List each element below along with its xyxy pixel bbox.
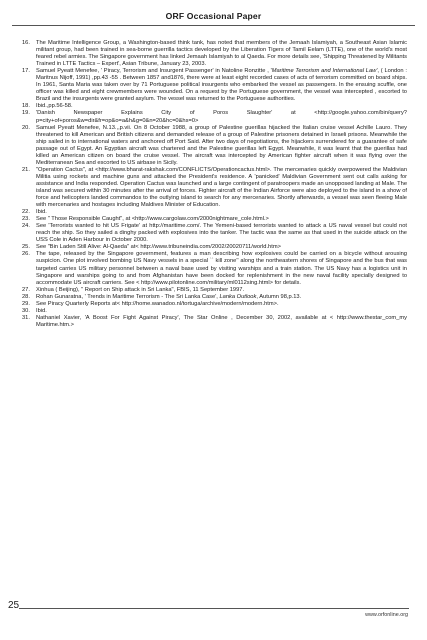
endnote-text — [36, 301, 407, 308]
endnote-text-segment: Nathaniel Xavier, 'A Boost For Fight Against Piracy', The Star Online , December 30, 2002, available at < http://www.thestar_com_my Maritime.htm.> — [36, 314, 407, 328]
endnote-number: 29. — [22, 300, 30, 307]
endnote-item — [22, 209, 407, 216]
endnote-text — [36, 103, 407, 110]
endnote-number: 31. — [22, 314, 30, 321]
endnote-item — [22, 301, 407, 308]
endnote-item — [22, 110, 407, 124]
endnote-text-segment: Xinhua ( Beijing), " Report on Ship attack in Sri Lanka", FBIS, 11 September 1997. — [36, 286, 245, 293]
endnote-text-segment: Ibid. — [36, 307, 47, 314]
endnote-number: 26. — [22, 251, 30, 258]
footer-website: www.orfonline.org — [365, 612, 408, 618]
endnote-text — [36, 287, 407, 294]
endnote-italic-text: Maritime Terrorism and International Law' — [271, 68, 378, 75]
page-number: 25 — [8, 600, 20, 611]
endnote-number: 28. — [22, 293, 30, 300]
endnote-text-segment: Samuel Pyeatt Menefee, ' Piracy, Terrorism and Insurgent Passenger' in Natoline Ronzitte , ' — [36, 68, 272, 75]
endnote-item — [22, 244, 407, 251]
endnote-item — [22, 103, 407, 110]
endnote-number: 18. — [22, 103, 30, 110]
endnote-number: 24. — [22, 223, 30, 230]
endnote-text — [36, 251, 407, 286]
endnote-item — [22, 216, 407, 223]
endnote-number: 30. — [22, 307, 30, 314]
endnote-item — [22, 167, 407, 209]
endnote-text — [36, 167, 407, 209]
endnote-number: 20. — [22, 124, 30, 131]
endnote-text-segment: "Operation Cactus", at <http://www.bharat-rakshak.com/CONFLICTS/Operationcactus.html>. The mercenaries quickly overpowered the Maldivian Militia using rockets and machine guns and attacked the President's residence. A 'panicked' Maldivian Government sent out calls asking for assistance and India responded. Operation Cactus was launched and a large contingent of paratroopers made an unopposed landing at Male. The island was secured within 30 minutes after the arrival of forces. Fighter aircraft of the Indian Airforce were also deployed to the island in a show of force and helicopters landed commandos to the outlying island to search for any mercenaries. Shortly afterwards, a vessel was seen fleeing Male with mercenaries and hostages including Maldives Minister of Education. — [36, 166, 407, 209]
endnote-text — [36, 244, 407, 251]
endnote-item — [22, 294, 407, 301]
endnote-text-segment: Ibid. — [36, 209, 47, 216]
endnote-text-segment: 'Danish Newspaper Explains City of Poros Slaughter' at <http://google.yahoo.com/bin/query?p=city+of+poros&w=dir&fr=op&o=a&h&g=0&n=20&hc=0&hs=0> — [36, 110, 407, 124]
endnote-item — [22, 125, 407, 167]
endnotes-list — [22, 40, 407, 329]
endnote-text-segment: , Autumn 98,p.13. — [256, 293, 302, 300]
endnote-text-segment: See "Bin Laden Still Alive: Al-Qaeda" at< http://www.tribuneindia.com/2002/20020711/world.htm> — [36, 244, 281, 251]
endnote-italic-text: Lanka Outlook — [219, 293, 257, 300]
endnote-text-segment: Ibid.,pp.56-58. — [36, 103, 73, 110]
endnote-text — [36, 110, 407, 124]
endnote-text — [36, 209, 407, 216]
endnote-text — [36, 40, 407, 68]
endnote-text — [36, 125, 407, 167]
footer-divider — [19, 608, 409, 609]
endnote-item — [22, 287, 407, 294]
endnote-number: 23. — [22, 216, 30, 223]
endnote-item — [22, 315, 407, 329]
endnote-text — [36, 216, 407, 223]
endnote-number: 17. — [22, 68, 30, 75]
endnote-number: 27. — [22, 286, 30, 293]
endnote-text — [36, 68, 407, 103]
endnote-text-segment: The Maritime Intelligence Group, a Washington-based think tank, has noted that members of the Jemaah Islamiyah, a Southeast Asian Islamic militant group, had been trained in sea-borne guerrilla tactics developed by the Liberation Tigers of Tamil Eelam (LTTE), one of the world's most feared rebel armies. The Singapore government has linked Jemaah Islamiyah to al Qaeda. For more details see, 'Shipping Threatened by Militants Trained in LTTE Tactics – Expert', Asian Tribune, January 23, 2003. — [36, 40, 407, 68]
endnote-number: 21. — [22, 166, 30, 173]
endnote-text-segment: See Piracy Quarterly Reports at< http://home.wanadoo.nl/tortuga/archive/modern/modern.htm>. — [36, 300, 279, 307]
endnote-text-segment: Samuel Pyeatt Menefee, N.13.,,p.vii. On 8 October 1988, a group of Palestine guerillas hijacked the Italian cruise vessel Achille Lauro. They threatened to kill American and British citizens and demanded release of a group of Palestine prisoners detained in Israeli prisons. Meanwhile the ship sailed in to international waters and anchored off Port Said. After two days of negotiations, the hijackers surrendered for a guarantee of safe passage out of Egypt. An Egyptian aircraft was chartered and the Palestine guerillas left Egypt. Meanwhile, it was learnt that the guerillas had killed an American citizen on board the cruise vessel. The aircraft was intercepted by American fighter aircraft when it was flying over the Mediterranean Sea and escorted to US airbase in Sicily. — [36, 124, 407, 166]
endnote-item — [22, 251, 407, 286]
endnote-number: 25. — [22, 244, 30, 251]
endnote-text-segment: The tape, released by the Singapore government, features a man describing how explosives could be carried on a bicycle without arousing suspicion. One plot involved bombing US Navy vessels in a special `` kill zone'' along the northeastern shores of Singapore and the bus that was targeted carries US military personnel between a naval base used by visiting warships and a train station. The US Navy has a logistics unit in Singapore and warships going to and from Afghanistan have been docked for replenishment in the new naval facility specially designed to accommodate US aircraft carriers. See < http://www.pilotonline.com/military/ml0112sing.html> for details. — [36, 251, 407, 286]
running-header: ORF Occasional Paper — [165, 11, 262, 21]
endnote-number: 16. — [22, 40, 30, 46]
endnote-text — [36, 294, 407, 301]
endnote-text-segment: , ( London : Maritnus Nijoff, 1991) ,pp.43 -55 . Between 1857 and1876, there were at least eight recorded cases of acts of terrorism committed on board ships. In 1961, Santa Maria was taken over by 71 Portuguese political insurgents who embarked the vessel as passengers. In the ensuing scuffle, one officer was killed and eight crewmembers were wounded. On a request by the Portuguese government, the vessel was intercepted , escorted to Brazil and the insurgents were granted asylum. The vessel was returned to the Portuguese authorities. — [36, 68, 407, 103]
endnote-number: 19. — [22, 110, 30, 117]
endnote-item — [22, 223, 407, 244]
endnote-text-segment: Rohan Gunaratna, ' Trends in Maritime Terrorism - The Sri Lanka Case', — [36, 293, 220, 300]
endnote-item — [22, 40, 407, 68]
endnote-item — [22, 68, 407, 103]
endnote-number: 22. — [22, 209, 30, 216]
endnote-text-segment: See " Those Responsible Caught", at <http://www.cargolaw.com/2000nightmare_cole.html.> — [36, 216, 269, 223]
endnote-text — [36, 315, 407, 329]
header-divider — [12, 25, 415, 26]
endnote-item — [22, 308, 407, 315]
endnote-text — [36, 223, 407, 244]
endnote-text — [36, 308, 407, 315]
endnote-text-segment: See 'Terrorists wanted to hit US Frigate' at http://maritime.com/. The Yemeni-based terrorists wanted to attack a US naval vessel but could not reach the ship. So they sailed a dinghy packed with explosives into the tanker. The tactic was the same as that used in the suicide attack on the USS Cole in Aden Harbour in October 2000. — [36, 223, 407, 244]
